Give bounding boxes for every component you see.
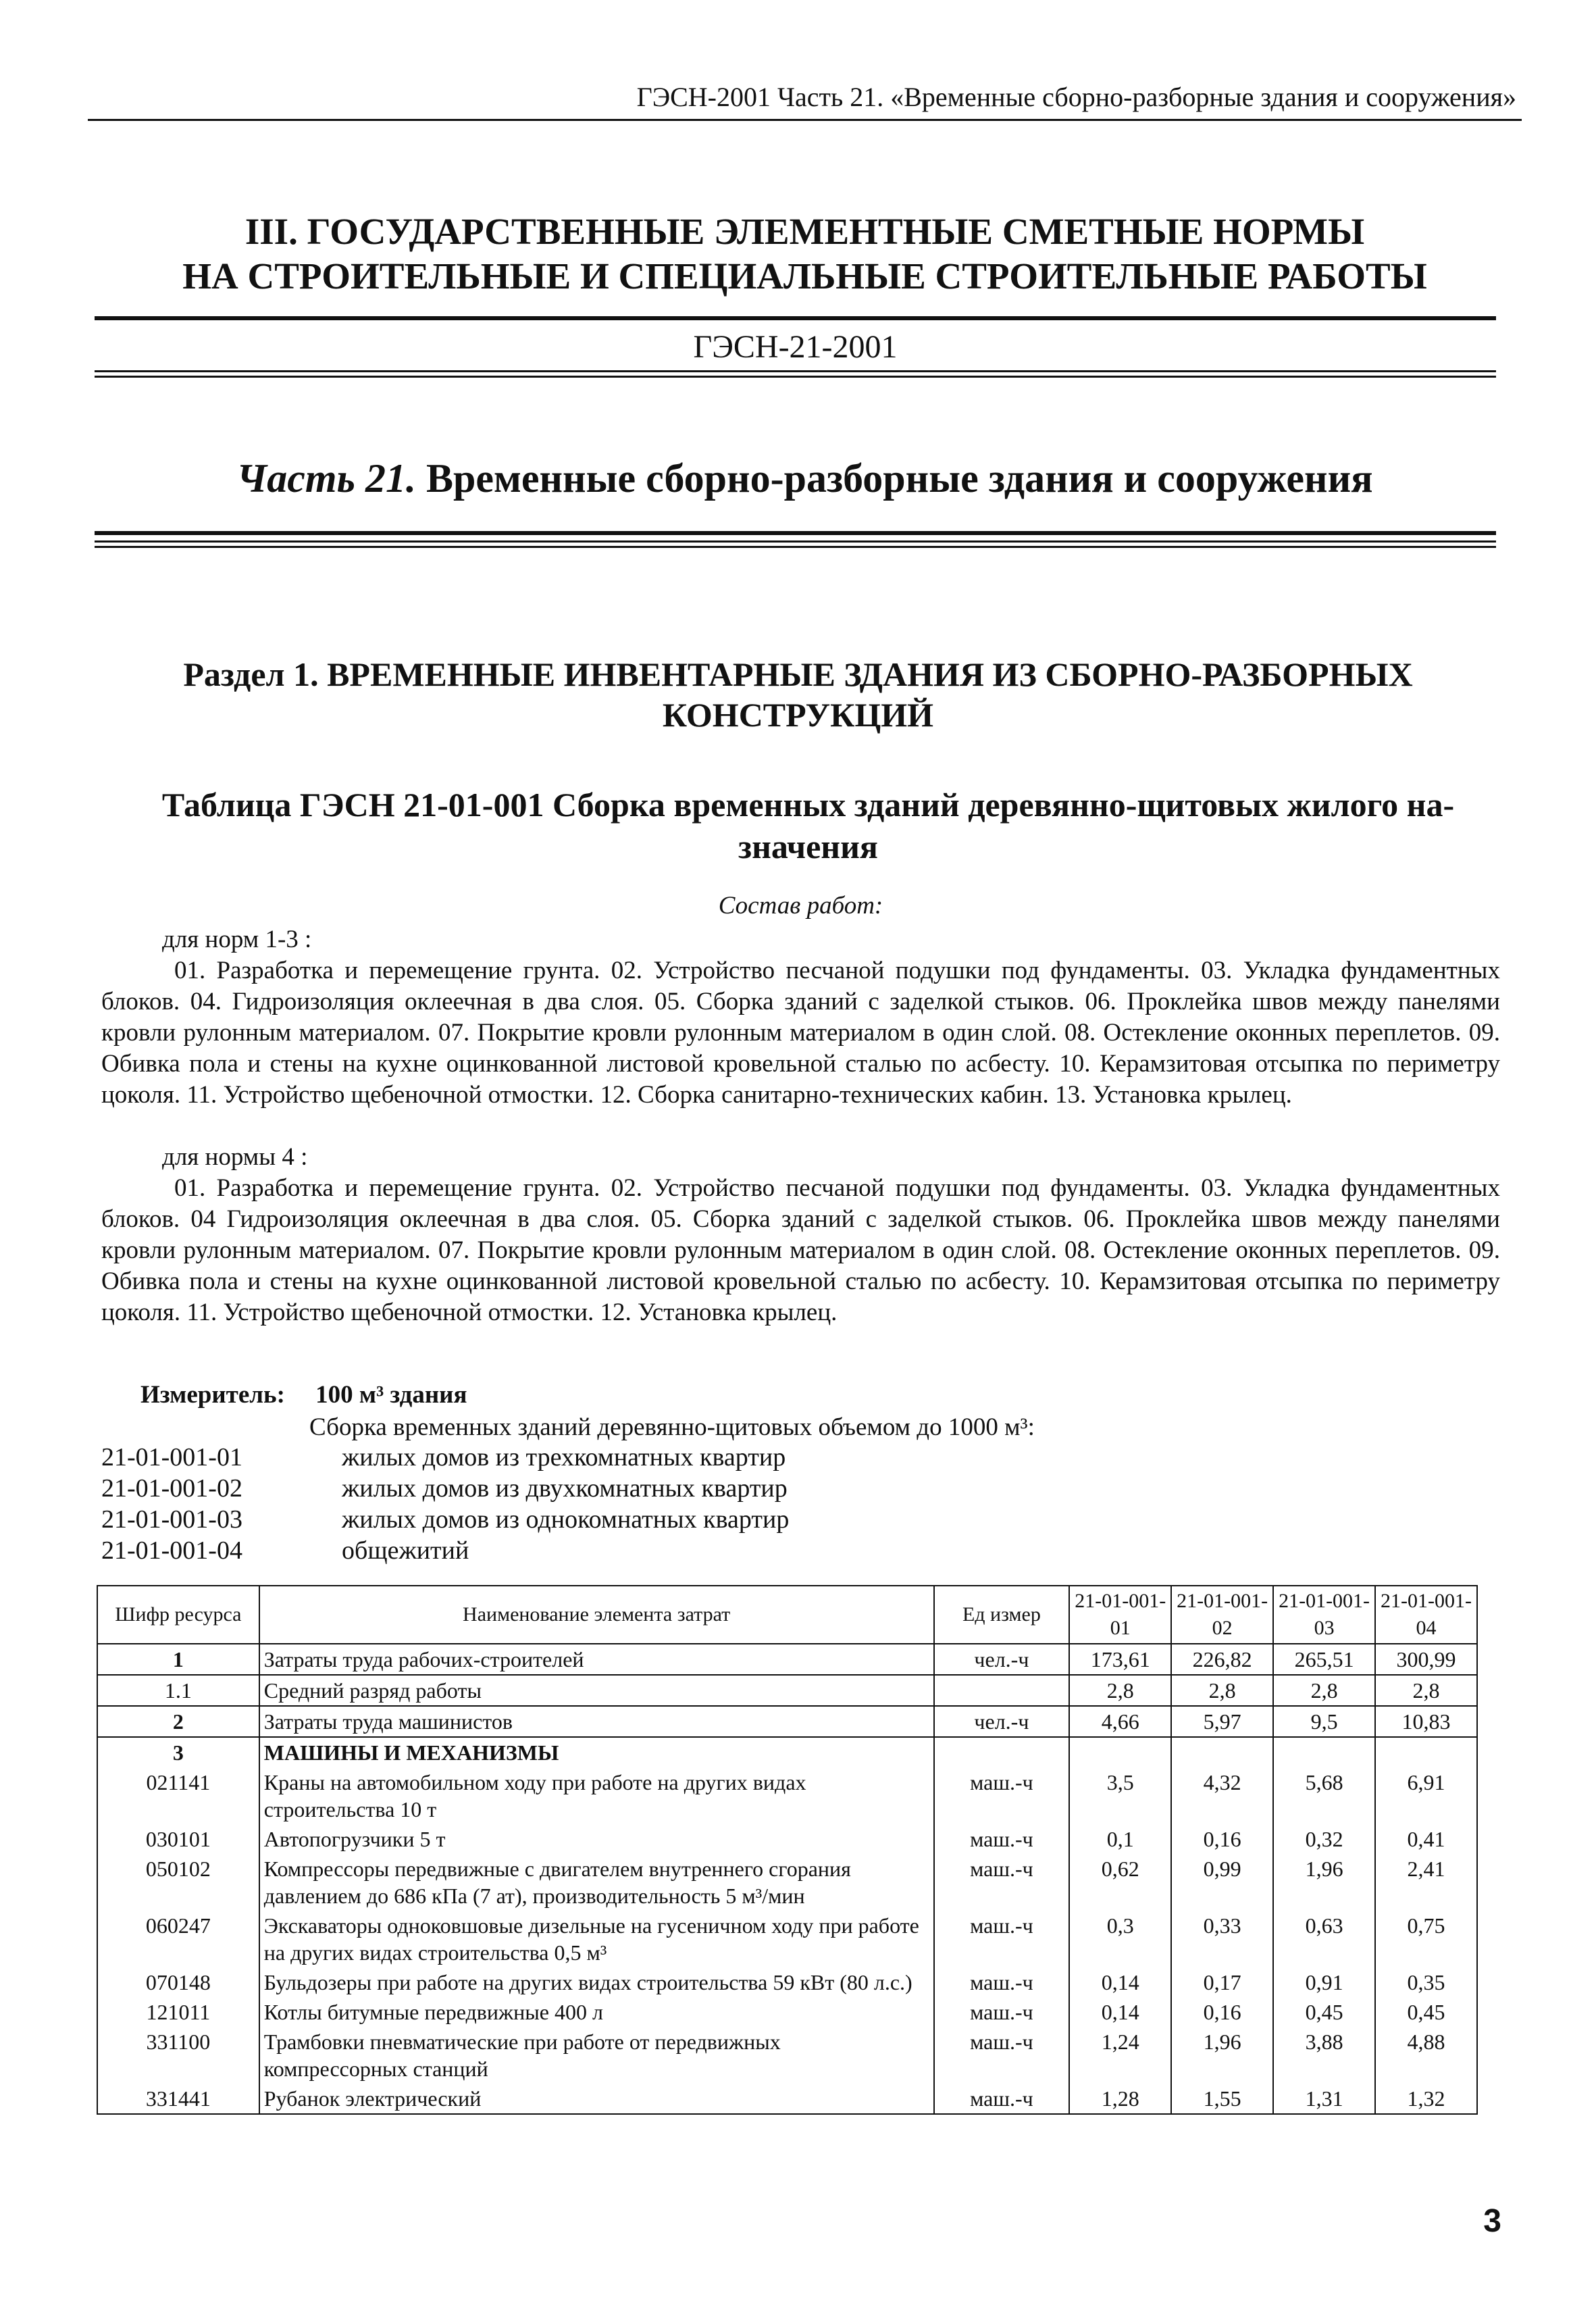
cell-value: 3,88 bbox=[1273, 2027, 1375, 2084]
cell-unit: маш.-ч bbox=[934, 2027, 1070, 2084]
cell-code: 1 bbox=[97, 1644, 259, 1675]
norm-code: 21-01-001-03 bbox=[101, 1505, 242, 1534]
cell-value: 4,32 bbox=[1171, 1767, 1273, 1824]
cell-code: 021141 bbox=[97, 1767, 259, 1824]
header-unit: Ед измер bbox=[934, 1586, 1070, 1644]
page-number: 3 bbox=[1483, 2203, 1501, 2239]
title-rule-mid-2 bbox=[95, 376, 1496, 378]
cell-name: Экскаваторы одноковшовые дизельные на гусеничном ходу при работе на других видах строительства 0,5 м³ bbox=[259, 1911, 934, 1967]
cell-value: 0,45 bbox=[1273, 1997, 1375, 2027]
table-header-row bbox=[97, 1586, 1477, 1644]
cell-value bbox=[1171, 1737, 1273, 1767]
title-rule-top bbox=[95, 316, 1496, 320]
cell-value: 5,97 bbox=[1171, 1706, 1273, 1737]
section-title-line1: Раздел 1. ВРЕМЕННЫЕ ИНВЕНТАРНЫЕ ЗДАНИЯ ИЗ СБОРНО-РАЗБОРНЫХ bbox=[183, 655, 1413, 693]
cell-name: Автопогрузчики 5 т bbox=[259, 1824, 934, 1854]
cell-unit: маш.-ч bbox=[934, 1967, 1070, 1997]
cell-value: 0,91 bbox=[1273, 1967, 1375, 1997]
cell-value: 1,96 bbox=[1171, 2027, 1273, 2084]
cell-value bbox=[1375, 1737, 1477, 1767]
part-rule-2 bbox=[95, 540, 1496, 543]
cell-name: МАШИНЫ И МЕХАНИЗМЫ bbox=[259, 1737, 934, 1767]
work-paragraph-2: 01. Разработка и перемещение грунта. 02. Устройство песчаной подушки под фундаменты. 03. Укладка фундаментных блоков. 04 Гидроизоляция оклеечная в два слоя. 05. Сборка зданий с заделкой стыков. 06. Проклейка швов между панелями кровли рулонным материалом. 07. Покрытие кровли рулонным материалом в один слой. 08. Остекление оконных переплетов. 09. Обивка пола и стены на кухне оцинкованной листовой кровельной сталью по асбесту. 10. Керамзитовая отсыпка по периметру цоколя. 11. Устройство щебеночной отмостки. 12. Установка крылец. bbox=[101, 1174, 1500, 1326]
cell-unit: маш.-ч bbox=[934, 1824, 1070, 1854]
cell-value: 0,33 bbox=[1171, 1911, 1273, 1967]
norm-text: жилых домов из трехкомнатных квартир bbox=[342, 1443, 786, 1472]
cell-name: Рубанок электрический bbox=[259, 2084, 934, 2114]
cell-code: 060247 bbox=[97, 1911, 259, 1967]
cell-value: 265,51 bbox=[1273, 1644, 1375, 1675]
part-title bbox=[88, 455, 1522, 502]
cell-code: 3 bbox=[97, 1737, 259, 1767]
resource-table bbox=[97, 1585, 1478, 2115]
cell-code: 070148 bbox=[97, 1967, 259, 1997]
cell-unit: маш.-ч bbox=[934, 1767, 1070, 1824]
cell-value: 0,17 bbox=[1171, 1967, 1273, 1997]
norm-item bbox=[101, 1442, 789, 1473]
cell-code: 050102 bbox=[97, 1854, 259, 1911]
header-code: Шифр ресурса bbox=[97, 1586, 259, 1644]
cell-value: 0,3 bbox=[1069, 1911, 1171, 1967]
table-row bbox=[97, 1824, 1477, 1854]
table-row bbox=[97, 2084, 1477, 2114]
table-row bbox=[97, 1706, 1477, 1737]
title-rule-mid-1 bbox=[95, 370, 1496, 372]
cell-name: Бульдозеры при работе на других видах строительства 59 кВт (80 л.с.) bbox=[259, 1967, 934, 1997]
part-rule-3 bbox=[95, 546, 1496, 548]
main-title-line2: НА СТРОИТЕЛЬНЫЕ И СПЕЦИАЛЬНЫЕ СТРОИТЕЛЬНЫЕ РАБОТЫ bbox=[182, 255, 1427, 297]
table-row bbox=[97, 1967, 1477, 1997]
cell-value: 9,5 bbox=[1273, 1706, 1375, 1737]
meter-value: 100 м³ здания bbox=[315, 1381, 467, 1409]
part-label: Часть 21. bbox=[236, 456, 416, 501]
header-rule bbox=[88, 119, 1522, 121]
cell-value: 0,14 bbox=[1069, 1967, 1171, 1997]
norm-item bbox=[101, 1473, 789, 1504]
cell-value: 0,32 bbox=[1273, 1824, 1375, 1854]
cell-value: 2,8 bbox=[1171, 1675, 1273, 1706]
cell-value: 300,99 bbox=[1375, 1644, 1477, 1675]
cell-value: 2,8 bbox=[1069, 1675, 1171, 1706]
cell-value bbox=[1273, 1737, 1375, 1767]
cell-value: 173,61 bbox=[1069, 1644, 1171, 1675]
cell-code: 1.1 bbox=[97, 1675, 259, 1706]
table-row bbox=[97, 1854, 1477, 1911]
header-name: Наименование элемента затрат bbox=[259, 1586, 934, 1644]
table-title-line1: Таблица ГЭСН 21-01-001 Сборка временных зданий деревянно-щитовых жилого на- bbox=[161, 786, 1455, 824]
cell-code: 121011 bbox=[97, 1997, 259, 2027]
norm-text: жилых домов из двухкомнатных квартир bbox=[342, 1474, 788, 1503]
cell-name: Затраты труда рабочих-строителей bbox=[259, 1644, 934, 1675]
cell-value: 2,8 bbox=[1273, 1675, 1375, 1706]
cell-code: 331441 bbox=[97, 2084, 259, 2114]
section-title bbox=[135, 654, 1461, 735]
cell-value: 1,31 bbox=[1273, 2084, 1375, 2114]
part-rule-1 bbox=[95, 531, 1496, 535]
cell-unit: чел.-ч bbox=[934, 1644, 1070, 1675]
cell-value: 0,16 bbox=[1171, 1997, 1273, 2027]
cell-code: 030101 bbox=[97, 1824, 259, 1854]
cell-value: 0,14 bbox=[1069, 1997, 1171, 2027]
table-title-line2: значения bbox=[738, 828, 878, 865]
header-norm-1: 21-01-001-01 bbox=[1069, 1586, 1171, 1644]
work-paragraph-1: 01. Разработка и перемещение грунта. 02. Устройство песчаной подушки под фундаменты. 03. Укладка фундаментных блоков. 04. Гидроизоляция оклеечная в два слоя. 05. Сборка зданий с заделкой стыков. 06. Проклейка швов между панелями кровли рулонным материалом. 07. Покрытие кровли рулонным материалом в один слой. 08. Остекление оконных переплетов. 09. Обивка пола и стены на кухне оцинкованной листовой кровельной сталью по асбесту. 10. Керамзитовая отсыпка по периметру цоколя. 11. Устройство щебеночной отмостки. 12. Сборка санитарно-технических кабин. 13. Установка крылец. bbox=[101, 957, 1500, 1109]
cell-code: 331100 bbox=[97, 2027, 259, 2084]
table-row bbox=[97, 1675, 1477, 1706]
cell-value: 1,32 bbox=[1375, 2084, 1477, 2114]
norm-text: жилых домов из однокомнатных квартир bbox=[342, 1505, 790, 1534]
cell-name: Краны на автомобильном ходу при работе на других видах строительства 10 т bbox=[259, 1767, 934, 1824]
table-row bbox=[97, 1767, 1477, 1824]
header-norm-2: 21-01-001-02 bbox=[1171, 1586, 1273, 1644]
cell-name: Трамбовки пневматические при работе от передвижных компрессорных станций bbox=[259, 2027, 934, 2084]
meter-label: Измеритель: bbox=[140, 1381, 285, 1409]
main-title-line1: III. ГОСУДАРСТВЕННЫЕ ЭЛЕМЕНТНЫЕ СМЕТНЫЕ НОРМЫ bbox=[244, 211, 1365, 252]
norm-code: 21-01-001-02 bbox=[101, 1474, 242, 1503]
table-row bbox=[97, 2027, 1477, 2084]
running-header: ГЭСН-2001 Часть 21. «Временные сборно-разборные здания и сооружения» bbox=[636, 82, 1516, 112]
cell-unit: маш.-ч bbox=[934, 1997, 1070, 2027]
meter-line bbox=[140, 1380, 1500, 1411]
cell-value: 4,66 bbox=[1069, 1706, 1171, 1737]
norm-4-label: для нормы 4 : bbox=[162, 1143, 308, 1171]
cell-value: 1,55 bbox=[1171, 2084, 1273, 2114]
cell-value: 1,28 bbox=[1069, 2084, 1171, 2114]
main-title bbox=[88, 209, 1522, 299]
norm-text: общежитий bbox=[342, 1536, 469, 1565]
norm-code: 21-01-001-04 bbox=[101, 1536, 242, 1565]
cell-unit bbox=[934, 1737, 1070, 1767]
cell-value: 0,41 bbox=[1375, 1824, 1477, 1854]
cell-unit: маш.-ч bbox=[934, 2084, 1070, 2114]
cell-unit: маш.-ч bbox=[934, 1911, 1070, 1967]
cell-unit: маш.-ч bbox=[934, 1854, 1070, 1911]
cell-unit: чел.-ч bbox=[934, 1706, 1070, 1737]
norms-1-3-label: для норм 1-3 : bbox=[162, 926, 312, 953]
header-norm-3: 21-01-001-03 bbox=[1273, 1586, 1375, 1644]
cell-value: 4,88 bbox=[1375, 2027, 1477, 2084]
norms-description: Сборка временных зданий деревянно-щитовых объемом до 1000 м³: bbox=[309, 1413, 1035, 1441]
cell-name: Затраты труда машинистов bbox=[259, 1706, 934, 1737]
cell-unit bbox=[934, 1675, 1070, 1706]
table-row bbox=[97, 1737, 1477, 1767]
section-title-line2: КОНСТРУКЦИЙ bbox=[662, 696, 934, 734]
cell-name: Средний разряд работы bbox=[259, 1675, 934, 1706]
cell-value: 5,68 bbox=[1273, 1767, 1375, 1824]
cell-value: 0,1 bbox=[1069, 1824, 1171, 1854]
norm-item bbox=[101, 1504, 789, 1535]
cell-name: Котлы битумные передвижные 400 л bbox=[259, 1997, 934, 2027]
work-heading: Состав работ: bbox=[718, 892, 883, 920]
cell-value: 2,8 bbox=[1375, 1675, 1477, 1706]
cell-value: 0,63 bbox=[1273, 1911, 1375, 1967]
cell-value: 10,83 bbox=[1375, 1706, 1477, 1737]
cell-value: 1,24 bbox=[1069, 2027, 1171, 2084]
cell-value: 0,45 bbox=[1375, 1997, 1477, 2027]
cell-value: 226,82 bbox=[1171, 1644, 1273, 1675]
cell-value: 3,5 bbox=[1069, 1767, 1171, 1824]
cell-value: 6,91 bbox=[1375, 1767, 1477, 1824]
table-row bbox=[97, 1644, 1477, 1675]
table-title bbox=[95, 784, 1522, 867]
cell-code: 2 bbox=[97, 1706, 259, 1737]
cell-value bbox=[1069, 1737, 1171, 1767]
part-name: Временные сборно-разборные здания и сооружения bbox=[426, 456, 1373, 501]
cell-value: 0,75 bbox=[1375, 1911, 1477, 1967]
cell-value: 0,99 bbox=[1171, 1854, 1273, 1911]
cell-value: 1,96 bbox=[1273, 1854, 1375, 1911]
cell-name: Компрессоры передвижные с двигателем внутреннего сгорания давлением до 686 кПа (7 ат), производительность 5 м³/мин bbox=[259, 1854, 934, 1911]
norm-item bbox=[101, 1535, 789, 1566]
table-row bbox=[97, 1997, 1477, 2027]
cell-value: 0,35 bbox=[1375, 1967, 1477, 1997]
cell-value: 2,41 bbox=[1375, 1854, 1477, 1911]
header-norm-4: 21-01-001-04 bbox=[1375, 1586, 1477, 1644]
cell-value: 0,62 bbox=[1069, 1854, 1171, 1911]
norm-code: 21-01-001-01 bbox=[101, 1443, 242, 1472]
table-row bbox=[97, 1911, 1477, 1967]
norm-list bbox=[101, 1442, 789, 1566]
cell-value: 0,16 bbox=[1171, 1824, 1273, 1854]
code-title: ГЭСН-21-2001 bbox=[693, 329, 898, 365]
